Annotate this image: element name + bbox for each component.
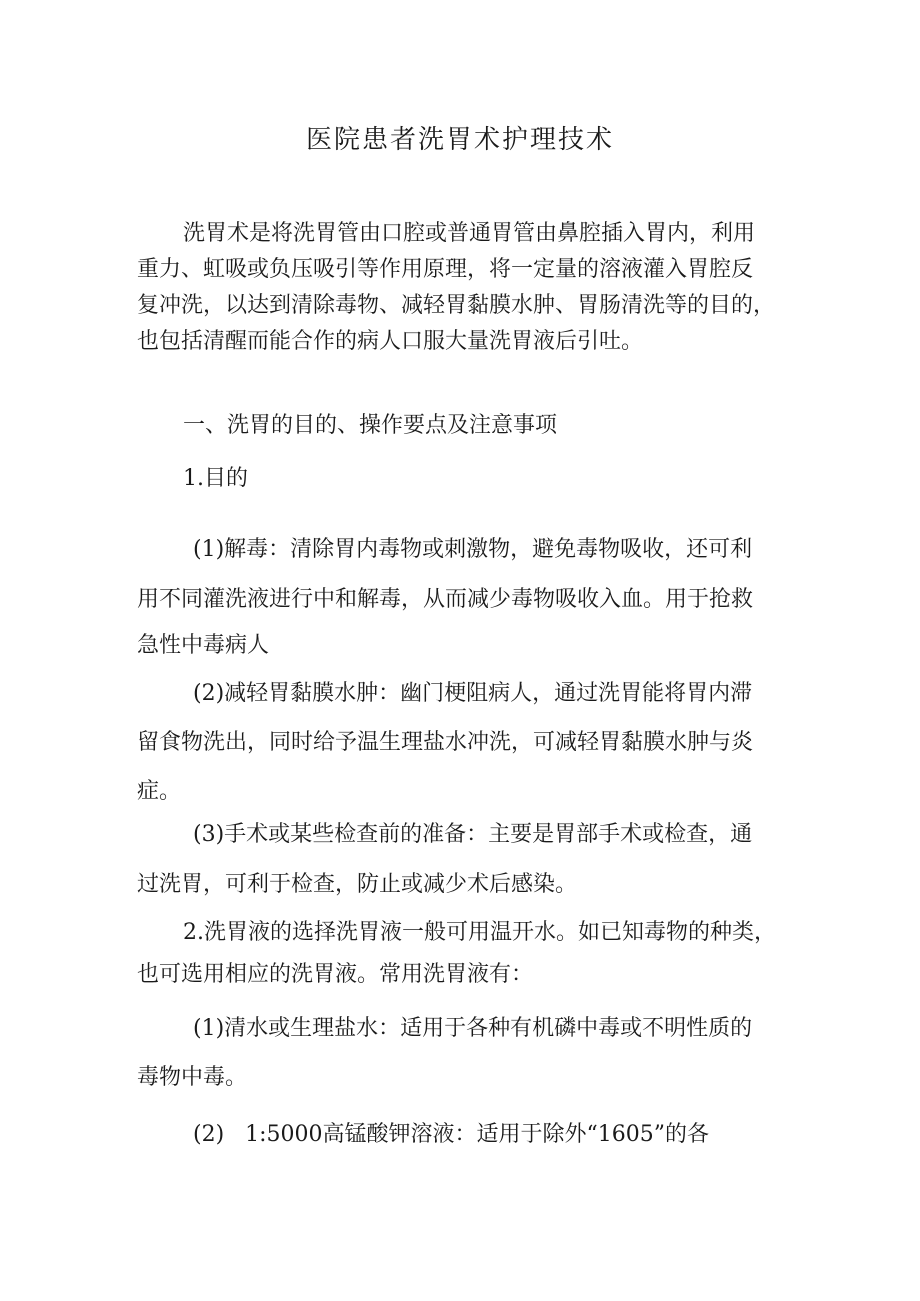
paragraph-line: 留食物洗出，同时给予温生理盐水冲洗，可减轻胃黏膜水肿与炎 — [137, 730, 754, 755]
paragraph-line: (2)减轻胃黏膜水肿：幽门梗阻病人，通过洗胃能将胃内滞 — [193, 681, 753, 706]
paragraph-line: 2.洗胃液的选择洗胃液一般可用温开水。如已知毒物的种类， — [183, 920, 776, 945]
section-heading — [137, 408, 797, 444]
paragraph-line: (3)手术或某些检查前的准备：主要是胃部手术或检查，通 — [193, 822, 753, 847]
solution-paragraph-2 — [137, 1117, 797, 1153]
solution-paragraph-1 — [137, 1011, 797, 1096]
purpose-paragraph-2 — [137, 676, 797, 810]
purpose-paragraph-1 — [137, 532, 797, 664]
paragraph-line: 过洗胃，可利于检查，防止或减少术后感染。 — [137, 872, 578, 897]
intro-line: 也包括清醒而能合作的病人口服大量洗胃液后引吐。 — [137, 329, 644, 354]
paragraph-line: (1)解毒：清除胃内毒物或刺激物，避免毒物吸收，还可利 — [193, 537, 753, 562]
paragraph-line: (1)清水或生理盐水：适用于各种有机磷中毒或不明性质的 — [193, 1016, 753, 1041]
paragraph-line: (2) 1:5000高锰酸钾溶液：适用于除外“1605”的各 — [193, 1122, 710, 1147]
paragraph-line: 也可选用相应的洗胃液。常用洗胃液有： — [137, 962, 534, 987]
paragraph-line: 毒物中毒。 — [137, 1065, 248, 1090]
paragraph-line: 症。 — [137, 779, 182, 804]
intro-line: 重力、虹吸或负压吸引等作用原理，将一定量的溶液灌入胃腔反 — [137, 257, 754, 282]
intro-line: 复冲洗，以达到清除毒物、减轻胃黏膜水肿、胃肠清洗等的目的， — [137, 293, 776, 318]
intro-line: 洗胃术是将洗胃管由口腔或普通胃管由鼻腔插入胃内，利用 — [183, 221, 756, 246]
purpose-paragraph-3 — [137, 817, 797, 903]
paragraph-line: 用不同灌洗液进行中和解毒，从而减少毒物吸收入血。用于抢救 — [137, 587, 754, 612]
document-title: 医院患者洗胃术护理技术 — [305, 125, 614, 155]
item-heading-text: 1.目的 — [183, 466, 248, 491]
intro-paragraph — [137, 216, 797, 360]
paragraph-line: 急性中毒病人 — [137, 633, 270, 658]
section-heading-text: 一、洗胃的目的、操作要点及注意事项 — [183, 413, 558, 438]
item-2-paragraph — [137, 915, 797, 993]
item-heading — [137, 461, 797, 497]
